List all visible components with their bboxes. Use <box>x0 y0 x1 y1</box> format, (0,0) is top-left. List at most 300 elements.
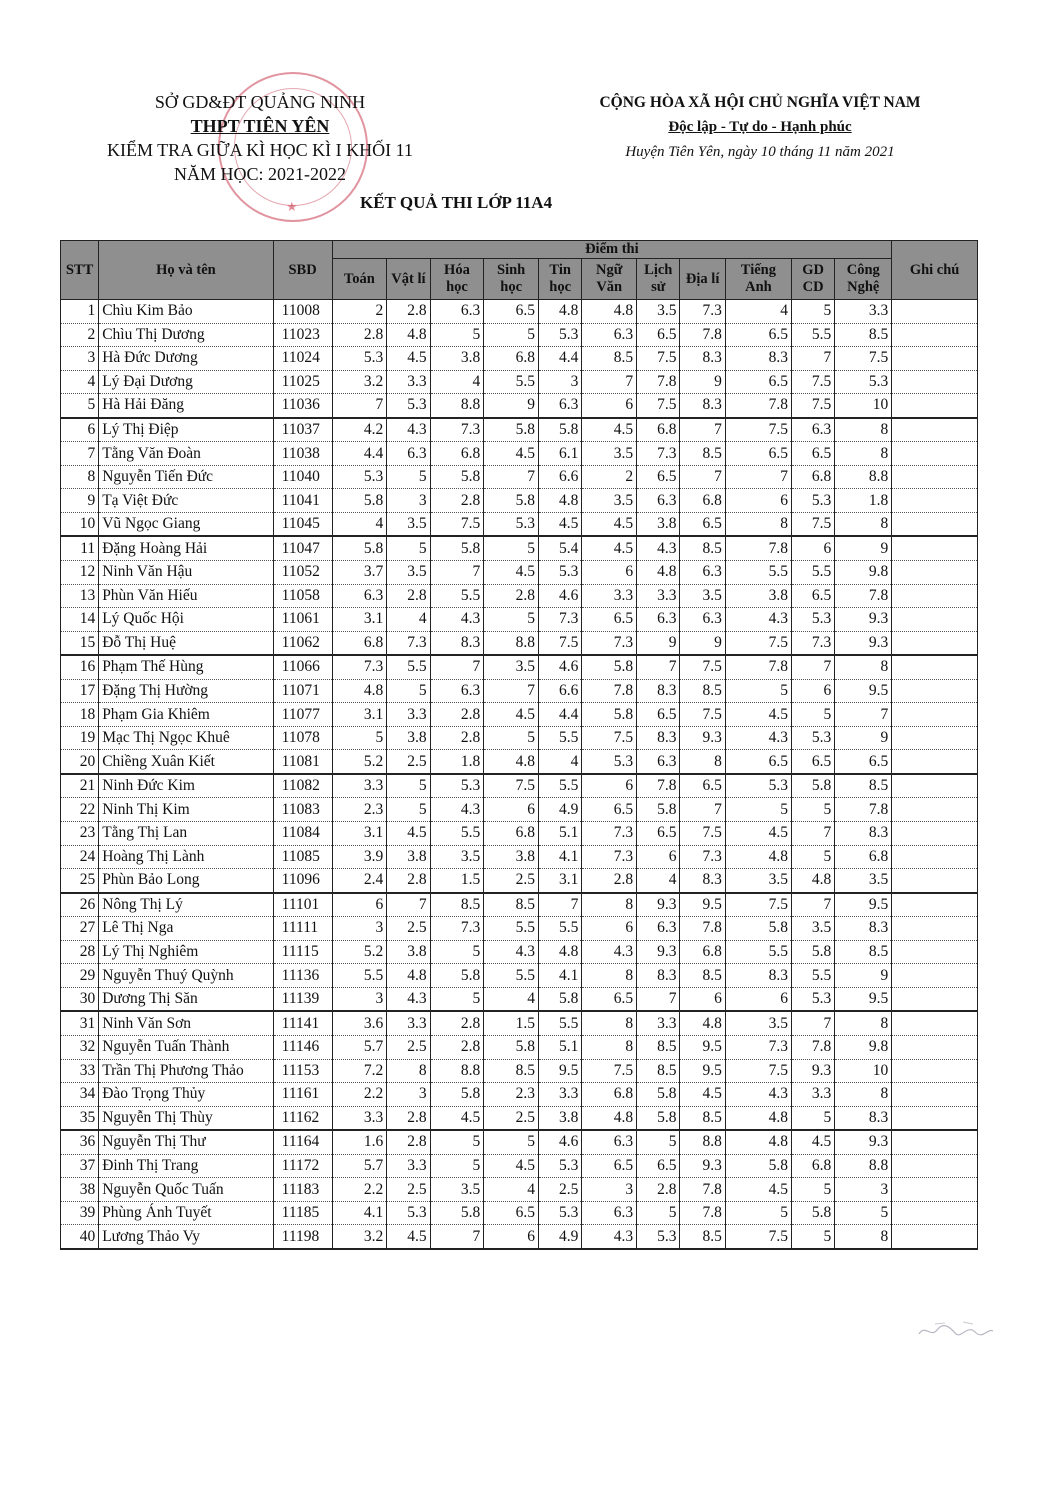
row-student-name: Ninh Văn Hậu <box>99 561 273 585</box>
row-score: 5.4 <box>539 536 582 560</box>
row-sbd: 11025 <box>273 370 332 394</box>
row-note <box>892 608 978 632</box>
table-row <box>61 1178 978 1202</box>
row-stt: 27 <box>61 917 99 941</box>
row-score: 4.9 <box>539 1225 582 1249</box>
row-score: 7.5 <box>484 774 539 798</box>
row-student-name: Phùng Ánh Tuyết <box>99 1201 273 1225</box>
row-score: 8.5 <box>430 893 484 917</box>
row-score: 8.3 <box>835 822 892 846</box>
pen-scribble-mark <box>915 1318 995 1340</box>
row-score: 9.3 <box>835 631 892 655</box>
nation-title: CỘNG HÒA XÃ HỘI CHỦ NGHĨA VIỆT NAM <box>599 94 921 111</box>
row-score: 2.3 <box>332 798 387 822</box>
row-sbd: 11111 <box>273 917 332 941</box>
row-score: 6 <box>725 987 791 1011</box>
row-score: 7 <box>680 798 725 822</box>
row-score: 6.8 <box>484 822 539 846</box>
row-score: 8.8 <box>430 1059 484 1083</box>
row-score: 8.8 <box>835 465 892 489</box>
row-note <box>892 442 978 466</box>
row-score: 9.3 <box>680 1154 725 1178</box>
row-score: 4.5 <box>484 561 539 585</box>
row-score: 8 <box>835 1225 892 1249</box>
row-sbd: 11052 <box>273 561 332 585</box>
row-score: 7.3 <box>725 1035 791 1059</box>
row-score: 5 <box>484 323 539 347</box>
table-row <box>61 442 978 466</box>
row-score: 5.5 <box>539 917 582 941</box>
table-row <box>61 869 978 893</box>
row-score: 5.3 <box>387 394 430 418</box>
row-score: 7 <box>791 347 834 371</box>
row-score: 4.8 <box>725 845 791 869</box>
row-score: 2.8 <box>387 300 430 324</box>
row-score: 7.3 <box>637 442 680 466</box>
col-header-stt: STT <box>61 241 99 300</box>
row-sbd: 11061 <box>273 608 332 632</box>
row-note <box>892 536 978 560</box>
row-score: 7.5 <box>835 347 892 371</box>
row-sbd: 11077 <box>273 703 332 727</box>
row-stt: 30 <box>61 987 99 1011</box>
row-score: 5 <box>430 940 484 964</box>
row-score: 5.3 <box>835 370 892 394</box>
table-row <box>61 347 978 371</box>
table-row <box>61 394 978 418</box>
row-score: 3.5 <box>680 584 725 608</box>
row-score: 5 <box>484 1130 539 1154</box>
row-score: 6.3 <box>637 750 680 774</box>
row-score: 3.1 <box>332 822 387 846</box>
row-score: 6.5 <box>791 750 834 774</box>
row-score: 6.8 <box>680 489 725 513</box>
row-score: 6 <box>484 1225 539 1249</box>
row-score: 5.8 <box>539 987 582 1011</box>
row-score: 5.8 <box>637 798 680 822</box>
row-score: 7.5 <box>539 631 582 655</box>
row-score: 7 <box>791 822 834 846</box>
row-note <box>892 1106 978 1130</box>
row-score: 6 <box>582 774 637 798</box>
row-score: 5.8 <box>430 1083 484 1107</box>
row-score: 10 <box>835 1059 892 1083</box>
row-score: 3 <box>332 987 387 1011</box>
row-sbd: 11084 <box>273 822 332 846</box>
row-score: 7.8 <box>680 917 725 941</box>
row-score: 6.8 <box>430 442 484 466</box>
row-score: 2.8 <box>430 1035 484 1059</box>
row-student-name: Lương Thảo Vy <box>99 1225 273 1249</box>
row-score: 9.3 <box>791 1059 834 1083</box>
row-score: 9 <box>835 536 892 560</box>
row-score: 4.5 <box>387 822 430 846</box>
row-score: 4.1 <box>539 964 582 988</box>
row-score: 10 <box>835 394 892 418</box>
row-score: 8.3 <box>725 964 791 988</box>
row-note <box>892 1059 978 1083</box>
row-sbd: 11136 <box>273 964 332 988</box>
row-score: 5.5 <box>791 323 834 347</box>
row-score: 6.5 <box>680 774 725 798</box>
row-sbd: 11081 <box>273 750 332 774</box>
national-motto: Độc lập - Tự do - Hạnh phúc <box>668 119 852 135</box>
row-score: 9 <box>835 964 892 988</box>
table-row <box>61 300 978 324</box>
row-score: 7 <box>539 893 582 917</box>
row-score: 6 <box>582 394 637 418</box>
row-score: 7.5 <box>430 512 484 536</box>
row-score: 5.8 <box>430 964 484 988</box>
row-note <box>892 300 978 324</box>
row-score: 3.1 <box>332 608 387 632</box>
row-score: 6.1 <box>539 442 582 466</box>
row-score: 7 <box>637 987 680 1011</box>
row-score: 8 <box>835 418 892 442</box>
row-student-name: Đặng Thị Hường <box>99 679 273 703</box>
row-score: 4.5 <box>484 1154 539 1178</box>
row-student-name: Hoàng Thị Lành <box>99 845 273 869</box>
row-score: 6 <box>582 917 637 941</box>
row-score: 3.3 <box>539 1083 582 1107</box>
row-score: 3.5 <box>637 300 680 324</box>
row-student-name: Nông Thị Lý <box>99 893 273 917</box>
col-header-subject: Ngữ Văn <box>582 259 637 300</box>
row-score: 6.8 <box>582 1083 637 1107</box>
row-score: 3.3 <box>582 584 637 608</box>
row-stt: 37 <box>61 1154 99 1178</box>
row-score: 8.3 <box>835 917 892 941</box>
row-score: 6.8 <box>791 465 834 489</box>
row-score: 4.5 <box>582 418 637 442</box>
row-score: 8.8 <box>484 631 539 655</box>
table-row <box>61 561 978 585</box>
row-score: 8 <box>835 1083 892 1107</box>
row-score: 5 <box>332 726 387 750</box>
row-score: 4.5 <box>484 703 539 727</box>
row-score: 9.8 <box>835 1035 892 1059</box>
row-score: 5.8 <box>484 1035 539 1059</box>
table-row <box>61 750 978 774</box>
row-sbd: 11058 <box>273 584 332 608</box>
row-score: 2.8 <box>387 869 430 893</box>
row-note <box>892 489 978 513</box>
row-score: 4 <box>539 750 582 774</box>
row-stt: 16 <box>61 655 99 679</box>
col-header-subject: Tiếng Anh <box>725 259 791 300</box>
table-row <box>61 917 978 941</box>
row-score: 5.8 <box>791 940 834 964</box>
row-score: 4.3 <box>484 940 539 964</box>
row-score: 6.5 <box>582 987 637 1011</box>
row-score: 6.3 <box>680 608 725 632</box>
row-score: 7 <box>791 655 834 679</box>
col-header-subject: Toán <box>332 259 387 300</box>
row-score: 7.5 <box>680 655 725 679</box>
row-sbd: 11085 <box>273 845 332 869</box>
row-score: 5 <box>791 1225 834 1249</box>
row-score: 9.5 <box>835 679 892 703</box>
row-note <box>892 1011 978 1035</box>
row-score: 3.5 <box>582 489 637 513</box>
grades-body <box>61 300 978 1249</box>
row-score: 8.5 <box>680 1106 725 1130</box>
row-score: 5 <box>791 300 834 324</box>
row-stt: 1 <box>61 300 99 324</box>
row-score: 5.8 <box>430 1201 484 1225</box>
row-score: 5 <box>791 1178 834 1202</box>
row-score: 6.3 <box>637 917 680 941</box>
row-stt: 28 <box>61 940 99 964</box>
table-row <box>61 1154 978 1178</box>
table-row <box>61 1059 978 1083</box>
row-score: 7.5 <box>637 394 680 418</box>
row-score: 4.5 <box>791 1130 834 1154</box>
row-stt: 6 <box>61 418 99 442</box>
row-score: 3 <box>835 1178 892 1202</box>
row-score: 4.3 <box>387 418 430 442</box>
row-student-name: Tằng Thị Lan <box>99 822 273 846</box>
row-score: 7 <box>835 703 892 727</box>
row-score: 7.8 <box>835 798 892 822</box>
row-note <box>892 822 978 846</box>
row-score: 5.8 <box>332 489 387 513</box>
row-score: 9.3 <box>835 608 892 632</box>
stamp-star-icon: ★ <box>286 199 298 214</box>
row-student-name: Tạ Việt Đức <box>99 489 273 513</box>
row-stt: 40 <box>61 1225 99 1249</box>
row-note <box>892 774 978 798</box>
row-score: 3.3 <box>387 1154 430 1178</box>
row-score: 7.5 <box>725 1059 791 1083</box>
row-sbd: 11078 <box>273 726 332 750</box>
row-score: 6.3 <box>430 679 484 703</box>
row-score: 5.8 <box>791 1201 834 1225</box>
row-score: 5.7 <box>332 1035 387 1059</box>
row-score: 3 <box>582 1178 637 1202</box>
row-score: 2.5 <box>484 1106 539 1130</box>
row-score: 5 <box>387 774 430 798</box>
row-score: 2.8 <box>430 1011 484 1035</box>
row-score: 7 <box>484 465 539 489</box>
row-score: 5 <box>637 1201 680 1225</box>
row-score: 4.8 <box>387 964 430 988</box>
row-score: 4 <box>332 512 387 536</box>
row-score: 2.8 <box>387 1130 430 1154</box>
row-score: 8 <box>582 893 637 917</box>
row-note <box>892 893 978 917</box>
row-score: 9.5 <box>680 893 725 917</box>
row-stt: 39 <box>61 1201 99 1225</box>
row-score: 7 <box>430 1225 484 1249</box>
document-title: KẾT QUẢ THI LỚP 11A4 <box>360 193 553 212</box>
row-student-name: Nguyễn Quốc Tuấn <box>99 1178 273 1202</box>
row-score: 5.8 <box>430 536 484 560</box>
row-student-name: Phạm Gia Khiêm <box>99 703 273 727</box>
row-score: 5.8 <box>725 917 791 941</box>
row-score: 8 <box>835 512 892 536</box>
row-score: 5.3 <box>332 347 387 371</box>
row-student-name: Lý Quốc Hội <box>99 608 273 632</box>
row-note <box>892 584 978 608</box>
row-score: 6.8 <box>637 418 680 442</box>
row-score: 4.8 <box>539 300 582 324</box>
row-score: 2.8 <box>637 1178 680 1202</box>
row-score: 4.3 <box>725 1083 791 1107</box>
row-score: 6.3 <box>539 394 582 418</box>
row-score: 8.5 <box>680 442 725 466</box>
row-score: 5.2 <box>332 940 387 964</box>
row-score: 3 <box>387 489 430 513</box>
row-score: 5.3 <box>791 987 834 1011</box>
row-student-name: Nguyễn Thị Thùy <box>99 1106 273 1130</box>
row-score: 7.3 <box>430 917 484 941</box>
row-score: 5.5 <box>791 964 834 988</box>
row-score: 3.8 <box>484 845 539 869</box>
table-row <box>61 655 978 679</box>
row-note <box>892 1178 978 1202</box>
row-score: 8.5 <box>680 679 725 703</box>
row-score: 9.5 <box>680 1059 725 1083</box>
row-note <box>892 394 978 418</box>
row-score: 4.3 <box>430 608 484 632</box>
row-score: 4.8 <box>539 940 582 964</box>
row-score: 5 <box>387 536 430 560</box>
col-header-subject: GD CD <box>791 259 834 300</box>
row-score: 3.7 <box>332 561 387 585</box>
row-score: 9 <box>637 631 680 655</box>
row-sbd: 11045 <box>273 512 332 536</box>
row-score: 8.5 <box>835 323 892 347</box>
row-score: 6.5 <box>582 608 637 632</box>
row-score: 2.2 <box>332 1083 387 1107</box>
row-score: 5.5 <box>387 655 430 679</box>
row-score: 9.5 <box>680 1035 725 1059</box>
row-score: 5.1 <box>539 822 582 846</box>
row-score: 5.3 <box>725 774 791 798</box>
row-score: 3.8 <box>637 512 680 536</box>
table-row <box>61 512 978 536</box>
row-score: 3.2 <box>332 1225 387 1249</box>
row-score: 7.8 <box>725 655 791 679</box>
row-score: 4.4 <box>332 442 387 466</box>
row-stt: 3 <box>61 347 99 371</box>
row-score: 7.8 <box>680 323 725 347</box>
row-score: 6.5 <box>791 442 834 466</box>
row-score: 4.5 <box>484 442 539 466</box>
row-score: 8 <box>680 750 725 774</box>
row-note <box>892 1035 978 1059</box>
row-score: 6.3 <box>582 323 637 347</box>
row-score: 7.5 <box>582 1059 637 1083</box>
row-score: 5.5 <box>539 774 582 798</box>
row-sbd: 11115 <box>273 940 332 964</box>
row-score: 8.8 <box>430 394 484 418</box>
row-score: 7.8 <box>791 1035 834 1059</box>
row-score: 8 <box>582 1035 637 1059</box>
row-score: 6 <box>332 893 387 917</box>
row-student-name: Nguyễn Thị Thư <box>99 1130 273 1154</box>
row-student-name: Tằng Văn Đoàn <box>99 442 273 466</box>
row-score: 4 <box>637 869 680 893</box>
row-score: 4.5 <box>387 1225 430 1249</box>
row-stt: 31 <box>61 1011 99 1035</box>
row-score: 5.5 <box>484 370 539 394</box>
row-score: 7.5 <box>680 703 725 727</box>
row-score: 1.5 <box>430 869 484 893</box>
row-sbd: 11141 <box>273 1011 332 1035</box>
row-stt: 21 <box>61 774 99 798</box>
row-score: 3.8 <box>430 347 484 371</box>
row-score: 8.3 <box>680 394 725 418</box>
row-score: 7 <box>637 655 680 679</box>
row-score: 3.5 <box>387 561 430 585</box>
row-score: 6.3 <box>430 300 484 324</box>
row-score: 4.8 <box>791 869 834 893</box>
row-student-name: Nguyễn Thuý Quỳnh <box>99 964 273 988</box>
row-note <box>892 845 978 869</box>
row-note <box>892 679 978 703</box>
row-score: 5 <box>791 703 834 727</box>
row-stt: 17 <box>61 679 99 703</box>
row-score: 8.5 <box>835 940 892 964</box>
row-score: 4.1 <box>332 1201 387 1225</box>
table-row <box>61 465 978 489</box>
row-score: 5 <box>484 536 539 560</box>
row-score: 4.9 <box>539 798 582 822</box>
table-row <box>61 987 978 1011</box>
row-score: 3.5 <box>582 442 637 466</box>
row-score: 4.8 <box>387 323 430 347</box>
row-score: 7.3 <box>430 418 484 442</box>
row-score: 4.2 <box>332 418 387 442</box>
row-score: 3.3 <box>387 1011 430 1035</box>
row-score: 5.3 <box>539 1154 582 1178</box>
row-sbd: 11041 <box>273 489 332 513</box>
row-score: 4.3 <box>387 987 430 1011</box>
row-score: 7 <box>725 465 791 489</box>
col-header-subject: Vật lí <box>387 259 430 300</box>
row-score: 6 <box>725 489 791 513</box>
row-score: 7.2 <box>332 1059 387 1083</box>
row-student-name: Ninh Thị Kim <box>99 798 273 822</box>
table-row <box>61 703 978 727</box>
row-score: 8.5 <box>484 893 539 917</box>
row-score: 5.2 <box>332 750 387 774</box>
row-score: 6.3 <box>582 1130 637 1154</box>
row-sbd: 11198 <box>273 1225 332 1249</box>
row-score: 5.1 <box>539 1035 582 1059</box>
row-score: 3.3 <box>637 1011 680 1035</box>
row-score: 2.8 <box>430 726 484 750</box>
row-score: 6.8 <box>791 1154 834 1178</box>
row-sbd: 11096 <box>273 869 332 893</box>
row-student-name: Phạm Thế Hùng <box>99 655 273 679</box>
row-score: 4.3 <box>637 536 680 560</box>
row-stt: 12 <box>61 561 99 585</box>
row-sbd: 11037 <box>273 418 332 442</box>
row-student-name: Mạc Thị Ngọc Khuê <box>99 726 273 750</box>
row-sbd: 11066 <box>273 655 332 679</box>
row-score: 5.3 <box>791 608 834 632</box>
row-note <box>892 631 978 655</box>
row-score: 2 <box>582 465 637 489</box>
row-score: 6 <box>791 679 834 703</box>
row-score: 6.3 <box>680 561 725 585</box>
col-header-subject: Hóa học <box>430 259 484 300</box>
row-student-name: Dương Thị Săn <box>99 987 273 1011</box>
row-score: 3 <box>387 1083 430 1107</box>
